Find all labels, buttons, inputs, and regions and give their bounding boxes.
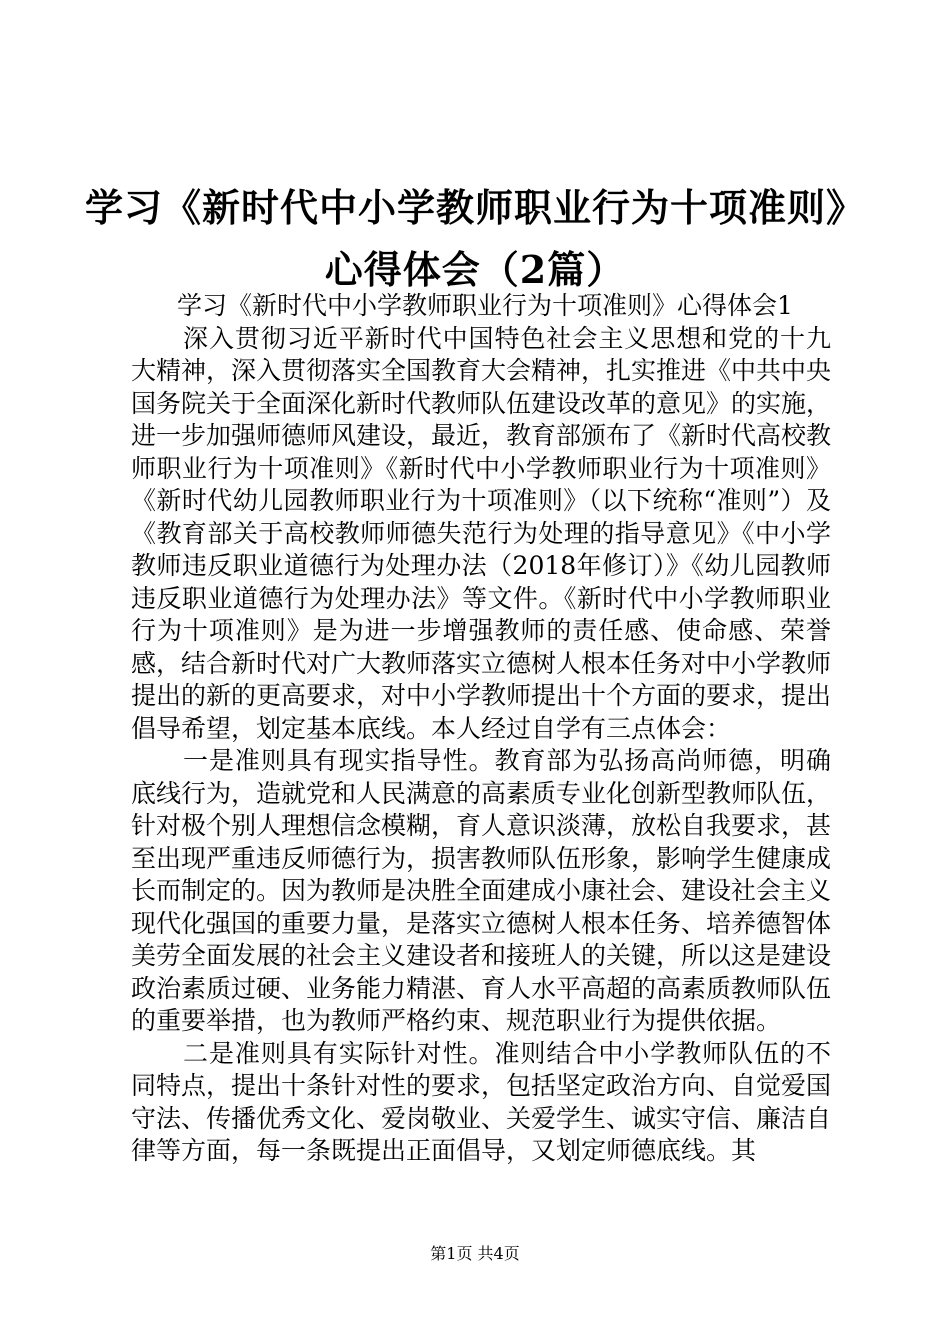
section-heading: 学习《新时代中小学教师职业行为十项准则》心得体会1 — [177, 291, 793, 320]
document-title-line-1: 学习《新时代中小学教师职业行为十项准则》 — [84, 185, 865, 230]
page-footer: 第1页 共4页 — [430, 1244, 520, 1263]
paragraph-2: 一是准则具有现实指导性。教育部为弘扬高尚师德，明确底线行为，造就党和人民满意的高素质专业化创新型教师队伍，针对极个别人理想信念模糊，育人意识淡薄，放松自我要求，甚至出现严重违反师德行为，损害教师队伍形象，影响学生健康成长而制定的。因为教师是决胜全面建成小康社会、建设社会主义现代化强国的重要力量，是落实立德树人根本任务、培养德智体美劳全面发展的社会主义建设者和接班人的关键，所以这是建设政治素质过硬、业务能力精湛、育人水平高超的高素质教师队伍的重要举措，也为教师严格约束、规范职业行为提供依据。 — [131, 746, 832, 1035]
paragraph-3: 二是准则具有实际针对性。准则结合中小学教师队伍的不同特点，提出十条针对性的要求，包括坚定政治方向、自觉爱国守法、传播优秀文化、爱岗敬业、关爱学生、诚实守信、廉洁自律等方面，每一条既提出正面倡导，又划定师德底线。其 — [131, 1038, 832, 1165]
document-body — [131, 290, 831, 1168]
paragraph-1: 深入贯彻习近平新时代中国特色社会主义思想和党的十九大精神，深入贯彻落实全国教育大会精神，扎实推进《中共中央国务院关于全面深化新时代教师队伍建设改革的意见》的实施，进一步加强师德师风建设，最近，教育部颁布了《新时代高校教师职业行为十项准则》《新时代中小学教师职业行为十项准则》《新时代幼儿园教师职业行为十项准则》（以下统称“准则”）及《教育部关于高校教师师德失范行为处理的指导意见》《中小学教师违反职业道德行为处理办法（2018年修订）》《幼儿园教师违反职业道德行为处理办法》等文件。《新时代中小学教师职业行为十项准则》是为进一步增强教师的责任感、使命感、荣誉感，结合新时代对广大教师落实立德树人根本任务对中小学教师提出的新的更高要求，对中小学教师提出十个方面的要求，提出倡导希望，划定基本底线。本人经过自学有三点体会： — [131, 323, 832, 743]
document-title-line-2: 心得体会（2篇） — [324, 247, 626, 292]
